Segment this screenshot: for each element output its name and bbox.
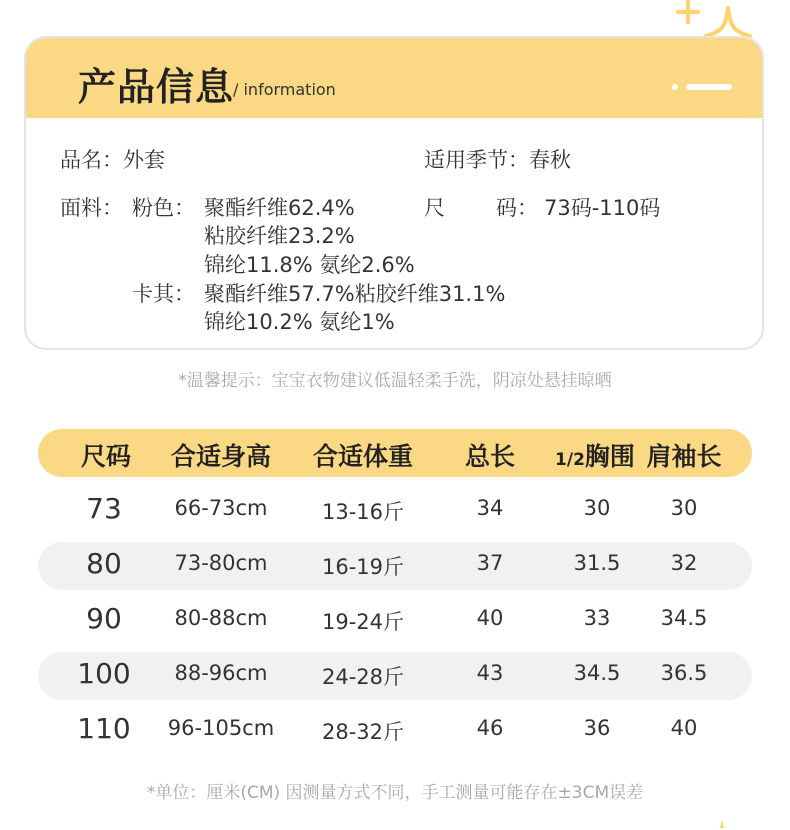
header-height: 合适身高 bbox=[170, 442, 272, 471]
table-cell: 37 bbox=[476, 551, 504, 575]
product-info-card bbox=[24, 36, 764, 350]
pink-line-2: 粘胶纤维23.2% bbox=[204, 224, 355, 248]
table-cell: 40 bbox=[670, 716, 698, 740]
table-cell: 13-16斤 bbox=[321, 500, 405, 524]
table-cell: 30 bbox=[583, 496, 611, 520]
table-cell: 66-73cm bbox=[174, 496, 268, 520]
table-cell: 19-24斤 bbox=[321, 610, 405, 634]
size-label-a: 尺 bbox=[424, 196, 445, 220]
decoration-dot bbox=[672, 84, 678, 90]
table-cell: 90 bbox=[86, 602, 122, 635]
table-cell: 36.5 bbox=[660, 661, 708, 685]
table-cell: 80 bbox=[86, 547, 122, 580]
season-row bbox=[424, 146, 571, 174]
khaki-line-1: 聚酯纤维57.7%粘胶纤维31.1% bbox=[204, 282, 506, 306]
table-cell: 34.5 bbox=[660, 606, 708, 630]
pink-label: 粉色： bbox=[132, 196, 195, 220]
table-cell: 100 bbox=[77, 657, 131, 690]
name-value: 外套 bbox=[123, 148, 165, 172]
table-cell: 33 bbox=[583, 606, 611, 630]
table-cell: 43 bbox=[476, 661, 504, 685]
name-row bbox=[60, 146, 165, 174]
size-value: 73码-110码 bbox=[544, 196, 661, 220]
season-label: 适用季节： bbox=[424, 148, 529, 172]
header-chest-half: 1/2 bbox=[555, 450, 585, 470]
page-subtitle: / information bbox=[233, 80, 336, 99]
table-cell: 30 bbox=[670, 496, 698, 520]
header-decoration bbox=[672, 84, 732, 90]
table-cell: 46 bbox=[476, 716, 504, 740]
table-cell: 36 bbox=[583, 716, 611, 740]
header-length: 总长 bbox=[464, 442, 516, 471]
khaki-line-2: 锦纶10.2% 氨纶1% bbox=[204, 310, 395, 334]
table-cell: 96-105cm bbox=[167, 716, 275, 740]
table-cell: 73-80cm bbox=[174, 551, 268, 575]
header-chest-label: 胸围 bbox=[584, 442, 635, 471]
decoration-bar bbox=[686, 84, 732, 90]
table-cell: 34 bbox=[476, 496, 504, 520]
table-cell: 16-19斤 bbox=[321, 555, 405, 579]
page-title: 产品信息 bbox=[78, 65, 235, 109]
size-label-b: 码： bbox=[496, 196, 538, 220]
table-cell: 28-32斤 bbox=[321, 720, 405, 744]
table-cell: 40 bbox=[476, 606, 504, 630]
table-cell: 31.5 bbox=[573, 551, 621, 575]
pink-line-3: 锦纶11.8% 氨纶2.6% bbox=[204, 253, 415, 277]
care-note: *温馨提示：宝宝衣物建议低温轻柔手洗，阴凉处悬挂晾晒 bbox=[178, 371, 612, 391]
name-label: 品名： bbox=[60, 148, 123, 172]
table-cell: 80-88cm bbox=[174, 606, 268, 630]
pink-line-1: 聚酯纤维62.4% bbox=[204, 196, 355, 220]
header-weight: 合适体重 bbox=[312, 442, 414, 471]
table-cell: 32 bbox=[670, 551, 698, 575]
table-cell: 24-28斤 bbox=[321, 665, 405, 689]
table-cell: 73 bbox=[86, 492, 122, 525]
header-sleeve: 肩袖长 bbox=[646, 442, 722, 471]
sparkle-icon-bottom bbox=[712, 820, 732, 830]
header-chest bbox=[555, 437, 635, 473]
khaki-label: 卡其： bbox=[132, 282, 195, 306]
table-cell: 110 bbox=[77, 712, 131, 745]
footer-note: *单位：厘米(CM) 因测量方式不同，手工测量可能存在±3CM误差 bbox=[146, 783, 644, 803]
card-header bbox=[26, 38, 762, 118]
fabric-label: 面料： bbox=[60, 196, 123, 220]
header-size: 尺码 bbox=[80, 442, 132, 471]
season-value: 春秋 bbox=[529, 148, 571, 172]
table-cell: 88-96cm bbox=[174, 661, 268, 685]
table-cell: 34.5 bbox=[573, 661, 621, 685]
